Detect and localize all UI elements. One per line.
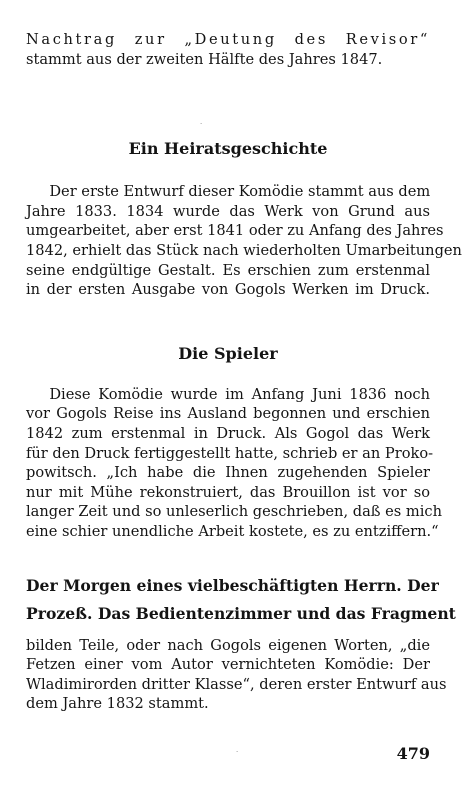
text-line: Der erste Entwurf dieser Komödie stammt aus dem bbox=[49, 183, 431, 201]
text-line: in der ersten Ausgabe von Gogols Werken im Druck. bbox=[26, 281, 430, 299]
text-line: 1842 zum erstenmal in Druck. Als Gogol das Werk bbox=[26, 424, 430, 442]
text-line: eine schier unendliche Arbeit kostete, es zu entziffern.“ bbox=[26, 522, 439, 540]
speck-mark: · bbox=[236, 748, 239, 756]
page-content bbox=[26, 30, 462, 714]
text-line: umgearbeitet, aber erst 1841 oder zu Anfang des Jahres bbox=[26, 222, 444, 240]
heading-line-1: Der Morgen eines vielbeschäftigten Herrn. Der bbox=[26, 575, 439, 595]
section-heading-spieler: Die Spieler bbox=[178, 343, 278, 363]
text-line: Diese Komödie wurde im Anfang Juni 1836 noch bbox=[49, 385, 430, 403]
text-line: vor Gogols Reise ins Ausland begonnen und erschien bbox=[26, 405, 430, 423]
text-line: Jahre 1833. 1834 wurde das Werk von Grund aus bbox=[26, 202, 430, 220]
page-number: 479 bbox=[396, 744, 430, 763]
section-heading-heiratsgeschichte: Ein Heiratsgeschichte bbox=[128, 139, 328, 159]
intro-line-1: Nachtrag zur „Deutung des Revisor“ bbox=[26, 31, 430, 48]
text-line: powitsch. „Ich habe die Ihnen zugehenden Spieler bbox=[26, 464, 430, 482]
paragraph-heiratsgeschichte bbox=[26, 182, 462, 300]
paragraph-spieler bbox=[26, 385, 443, 542]
text-line: bilden Teile, oder nach Gogols eigenen Worten, „die bbox=[26, 636, 430, 654]
text-line: für den Druck fertiggestellt hatte, schrieb er an Proko- bbox=[26, 444, 434, 462]
heading-line-2: Prozeß. Das Bedientenzimmer und das Fragment bbox=[26, 603, 456, 623]
text-line: Wladimirorden dritter Klasse“, deren erster Entwurf aus bbox=[26, 675, 447, 693]
text-line: nur mit Mühe rekonstruiert, das Brouillon ist vor so bbox=[26, 483, 430, 501]
intro-paragraph bbox=[26, 30, 430, 69]
text-line: langer Zeit und so unleserlich geschrieben, daß es mich bbox=[26, 503, 443, 521]
text-line: dem Jahre 1832 stammt. bbox=[26, 695, 209, 713]
intro-line-2: stammt aus der zweiten Hälfte des Jahres 1847. bbox=[26, 50, 383, 68]
text-line: Fetzen einer vom Autor vernichteten Komödie: Der bbox=[26, 656, 430, 674]
text-line: seine endgültige Gestalt. Es erschien zum erstenmal bbox=[26, 261, 430, 279]
speck-mark: · bbox=[200, 120, 203, 128]
paragraph-morgen bbox=[26, 636, 447, 714]
text-line: 1842, erhielt das Stück nach wiederholten Umarbeitungen bbox=[26, 241, 462, 259]
section-heading-morgen bbox=[26, 572, 456, 628]
